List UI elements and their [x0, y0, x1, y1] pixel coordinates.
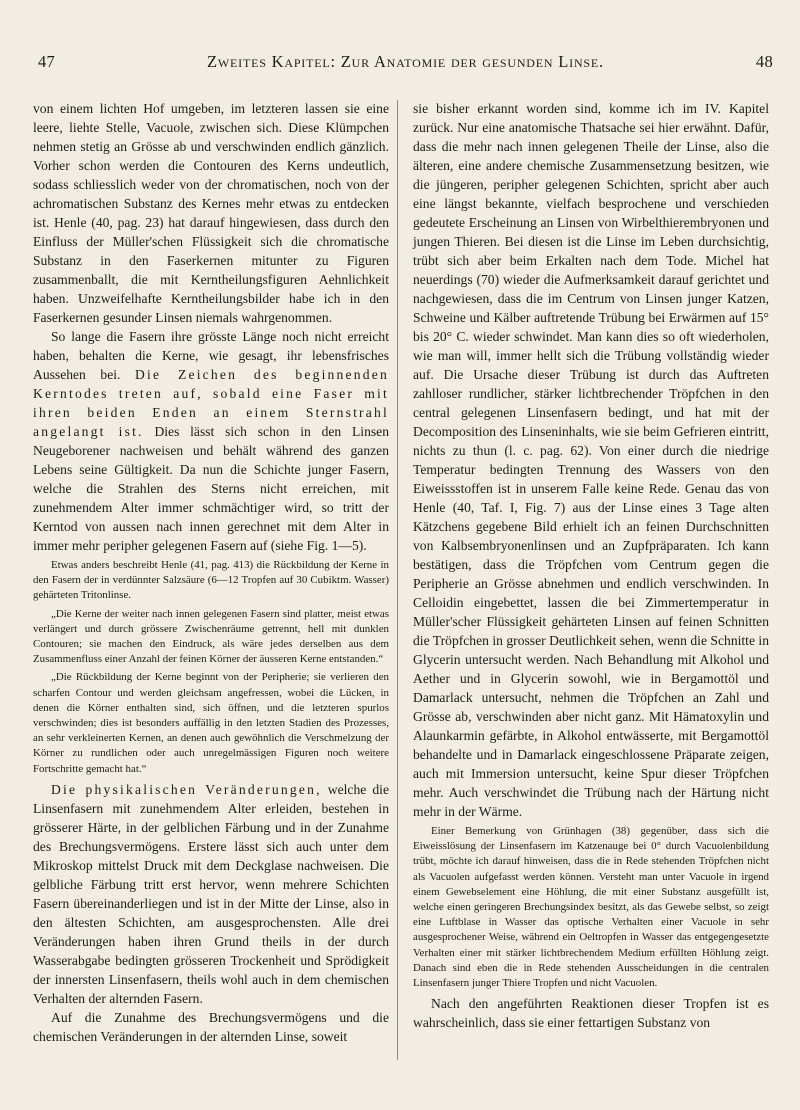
paragraph-chemical: sie bisher erkannt worden sind, komme ich im IV. Kapitel zurück. Nur eine anatomische Thatsache sei hier erwähnt. Dafür, dass die mehr nach innen gelegenen Theile der Linse, also die älteren, eine andere chemische Zusammensetzung besitzen, wie die jüngeren, peripher gelegenen Schichten, spricht aber auch eine längst bekannte, vielfach besprochene und verschieden gedeutete Erscheinung an Linsen von Wirbelthierembryonen und jungen Thieren. Bei diesen ist die Linse im Leben durchsichtig, trübt sich aber beim Erkalten nach dem Tode. Michel hat neuerdings (70) wieder die Aufmerksamkeit darauf gerichtet und nachgewiesen, dass die im Centrum von Linsen junger Katzen, Schweine und Kälber auftretende Trübung bei Erwärmen auf 15° bis 20° C. wieder schwindet. Man kann dies so oft wiederholen, wie man will, immer hellt sich die Trübung vollständig wieder auf. Die Ursache dieser Trübung ist durch das Auftreten zahlloser rundlicher, stärker lichtbrechender Tröpfchen in den central gelegenen Linsenfasern bedingt, und hat mit der Decomposition des Linseninhalts, wie sie beim Gefrieren eintritt, nichts zu thun (l. c. pag. 62). Von einer durch die niedrige Temperatur bedingten Trennung des Wassers von den Eiweissstoffen ist in unserem Falle keine Rede. Genau das von Henle (40, Taf. I, Fig. 7) aus der Linse eines 3 Tage alten Kätzchens gegebene Bild erhielt ich an feinen Durchschnitten von Kalbsembryonenlinsen und an Zupfpräparaten. Ich kann bestätigen, dass die Tröpfchen vom Centrum gegen die Peripherie an Grösse abnehmen und endlich verschwinden. In Celloidin eingebettet, lassen die bei Zimmertemperatur in Müller'scher Flüssigkeit gehärteten Linsen auf feinen Schnitten die Tröpfchen in grosser Deutlichkeit sehen, wenn die Schnitte in Glycerin untersucht werden. Nach Behandlung mit Alkohol und Aether und in Glycerin sowohl, wie in Bergamottöl und Damarlack untersucht, nehmen die Tröpfchen an Zahl und Grösse ab, verschwinden aber nicht ganz. Mit Hämatoxylin und Alaunkarmin gefärbte, in Alkohol entwässerte, mit Bergamottöl behandelte und in Damarlack eingeschlossene Präparate zeigen, auch mit Immersion untersucht, keine Spur dieser Tröpfchen mehr. Auch verschwindet die Trübung nach der Härtung nicht mehr in der Wärme. — [413, 101, 769, 819]
paragraph-kerntod — [33, 327, 389, 555]
paragraph-continued: von einem lichten Hof umgeben, im letzteren lassen sie eine leere, liehte Stelle, Vacuole, zwischen sich. Diese Klümpchen nehmen stetig an Grösse ab und verschwinden endlich gänzlich. Vorher schon werden die Contouren des Kerns undeutlich, sodass schliesslich weder von der chromatischen, noch von der achromatischen Substanz des Kernes mehr etwas zu entdecken ist. Henle (40, pag. 23) hat darauf hingewiesen, dass durch den Einfluss der Müller'schen Flüssigkeit sich die chromatische Substanz in den Faserkernen mitunter zu Figuren zusammenballt, die mit Kerntheilungsfiguren Aehnlichkeit haben. Unzweifelhafte Kerntheilungsbilder habe ich in den Faserkernen gesunder Linsen niemals wahrgenommen. — [33, 101, 389, 325]
paragraph-physical-changes — [33, 780, 389, 1008]
footnote-henle-intro: Etwas anders beschreibt Henle (41, pag. 413) die Rückbildung der Kerne in den Fasern der in verdünnter Salzsäure (6—12 Tropfen auf 30 Cubiktm. Wasser) gehärteten Tritonlinse. — [33, 559, 389, 602]
emphasized-statement: Die Zeichen des beginnenden Kerntodes treten auf, sobald eine Faser mit ihren beiden Enden an einem Sternstrahl angelangt ist. — [33, 367, 390, 439]
footnote-gruenhagen: Einer Bemerkung von Grünhagen (38) gegenüber, dass sich die Eiweisslösung der Linsenfasern im Katzenauge bei 0° durch Vacuolenbildung trübt, möchte ich darauf hinweisen, dass die in Rede stehenden Tröpfchen nicht als Vacuolen aufgefasst werden können. Versteht man unter Vacuole in irgend einem Gewebselement eine Höhlung, die mit einer Substanz ausgefüllt ist, welche einen geringeren Brechungsindex besitzt, als das Gewebe selbst, so zeigt eine Luftblase in Wasser das optische Verhalten einer Vacuole in sehr ausgesprochener Weise, während ein Oeltropfen in Wasser das entgegengesetzte Verhalten einer mit stärker lichtbrechendem Medium erfüllten Höhlung zeigt. Danach sind eben die in Rede stehenden Ausscheidungen in die centralen Linsenfasern junger Thiere Tropfen und nicht Vacuolen. — [413, 825, 769, 990]
running-header — [38, 52, 773, 78]
paragraph-refraction: Auf die Zunahme des Brechungsvermögens und die chemischen Veränderungen in der alternden Linse, soweit — [33, 1009, 389, 1044]
running-title: Zweites Kapitel: Zur Anatomie der gesunden Linse. — [207, 52, 604, 71]
column-divider — [397, 100, 398, 1060]
paragraph-reactions: Nach den angeführten Reaktionen dieser Tropfen ist es wahrscheinlich, dass sie einer fettartigen Substanz von — [413, 996, 769, 1031]
paragraph-kerntod-start: So lange die Fasern ihre grösste Länge noch nicht erreicht haben, behalten die Kerne, wie gesagt, ihr lebensfrisches Aussehen bei. — [33, 329, 389, 382]
emphasized-heading: Die physikalischen Veränderungen, — [51, 781, 322, 797]
page-number-left: 47 — [38, 52, 56, 71]
footnote-henle-quote-1: „Die Kerne der weiter nach innen gelegenen Fasern sind platter, meist etwas verlängert und durch grössere Zwischenräume getrennt, hell mit dunklen Contouren; sie machen den Eindruck, als wäre jedes derselben aus dem Zusammenfluss einer Anzahl der feinen Körner der äusseren Kerne entstanden.“ — [33, 607, 389, 666]
paragraph-kerntod-end: Dies lässt sich schon in den Linsen Neugeborener nachweisen und behält während des ganzen Lebens seine Gültigkeit. Da nun die Schichte junger Fasern, welche die Strahlen des Sterns nicht erreichen, mit zunehmendem Alter immer schmächtiger wird, so tritt der Kerntod von aussen nach innen gerechnet mit dem Alter in immer mehr peripher gelegenen Fasern auf (siehe Fig. 1—5). — [33, 424, 389, 553]
page-number-right: 48 — [755, 52, 773, 71]
paragraph-physical-changes-text: welche die Linsenfasern mit zunehmendem Alter erleiden, bestehen in grösserer Härte, in der gelblichen Färbung und in der Zunahme des Brechungsvermögens. Erstere lässt sich auch unter dem Mikroskop mittelst Druck mit dem Deckglase nachweisen. Die gelbliche Färbung tritt erst hervor, wenn mehrere Schichten Fasern übereinanderliegen und ist in der Mitte der Linse, also in den ältesten Schichten, am ausgesprochensten. Alle drei Veränderungen haben ihren Grund theils in der durch Wasserabgabe bedingten grösseren Trockenheit und Sprödigkeit der innersten Linsenfasern, theils wohl auch in dem chemischen Verhalten der alternden Fasern. — [33, 781, 389, 1006]
footnote-henle-quote-2: „Die Rückbildung der Kerne beginnt von der Peripherie; sie verlieren den scharfen Contour und werden gleichsam angefressen, wobei die Lücken, in denen die Körner enthalten sind, sich öffnen, und die letzteren spurlos verschwinden; dies ist besonders auffällig in den letzten Stadien des Prozesses, an sehr verkleinerten Kernen, an denen auch gewöhnlich die Verschmelzung der Körner zu rundlichen oder auch unregelmässigen Figuren noch weitere Fortschritte gemacht hat.“ — [33, 671, 389, 775]
left-column — [33, 99, 389, 1046]
right-column — [413, 99, 769, 1032]
